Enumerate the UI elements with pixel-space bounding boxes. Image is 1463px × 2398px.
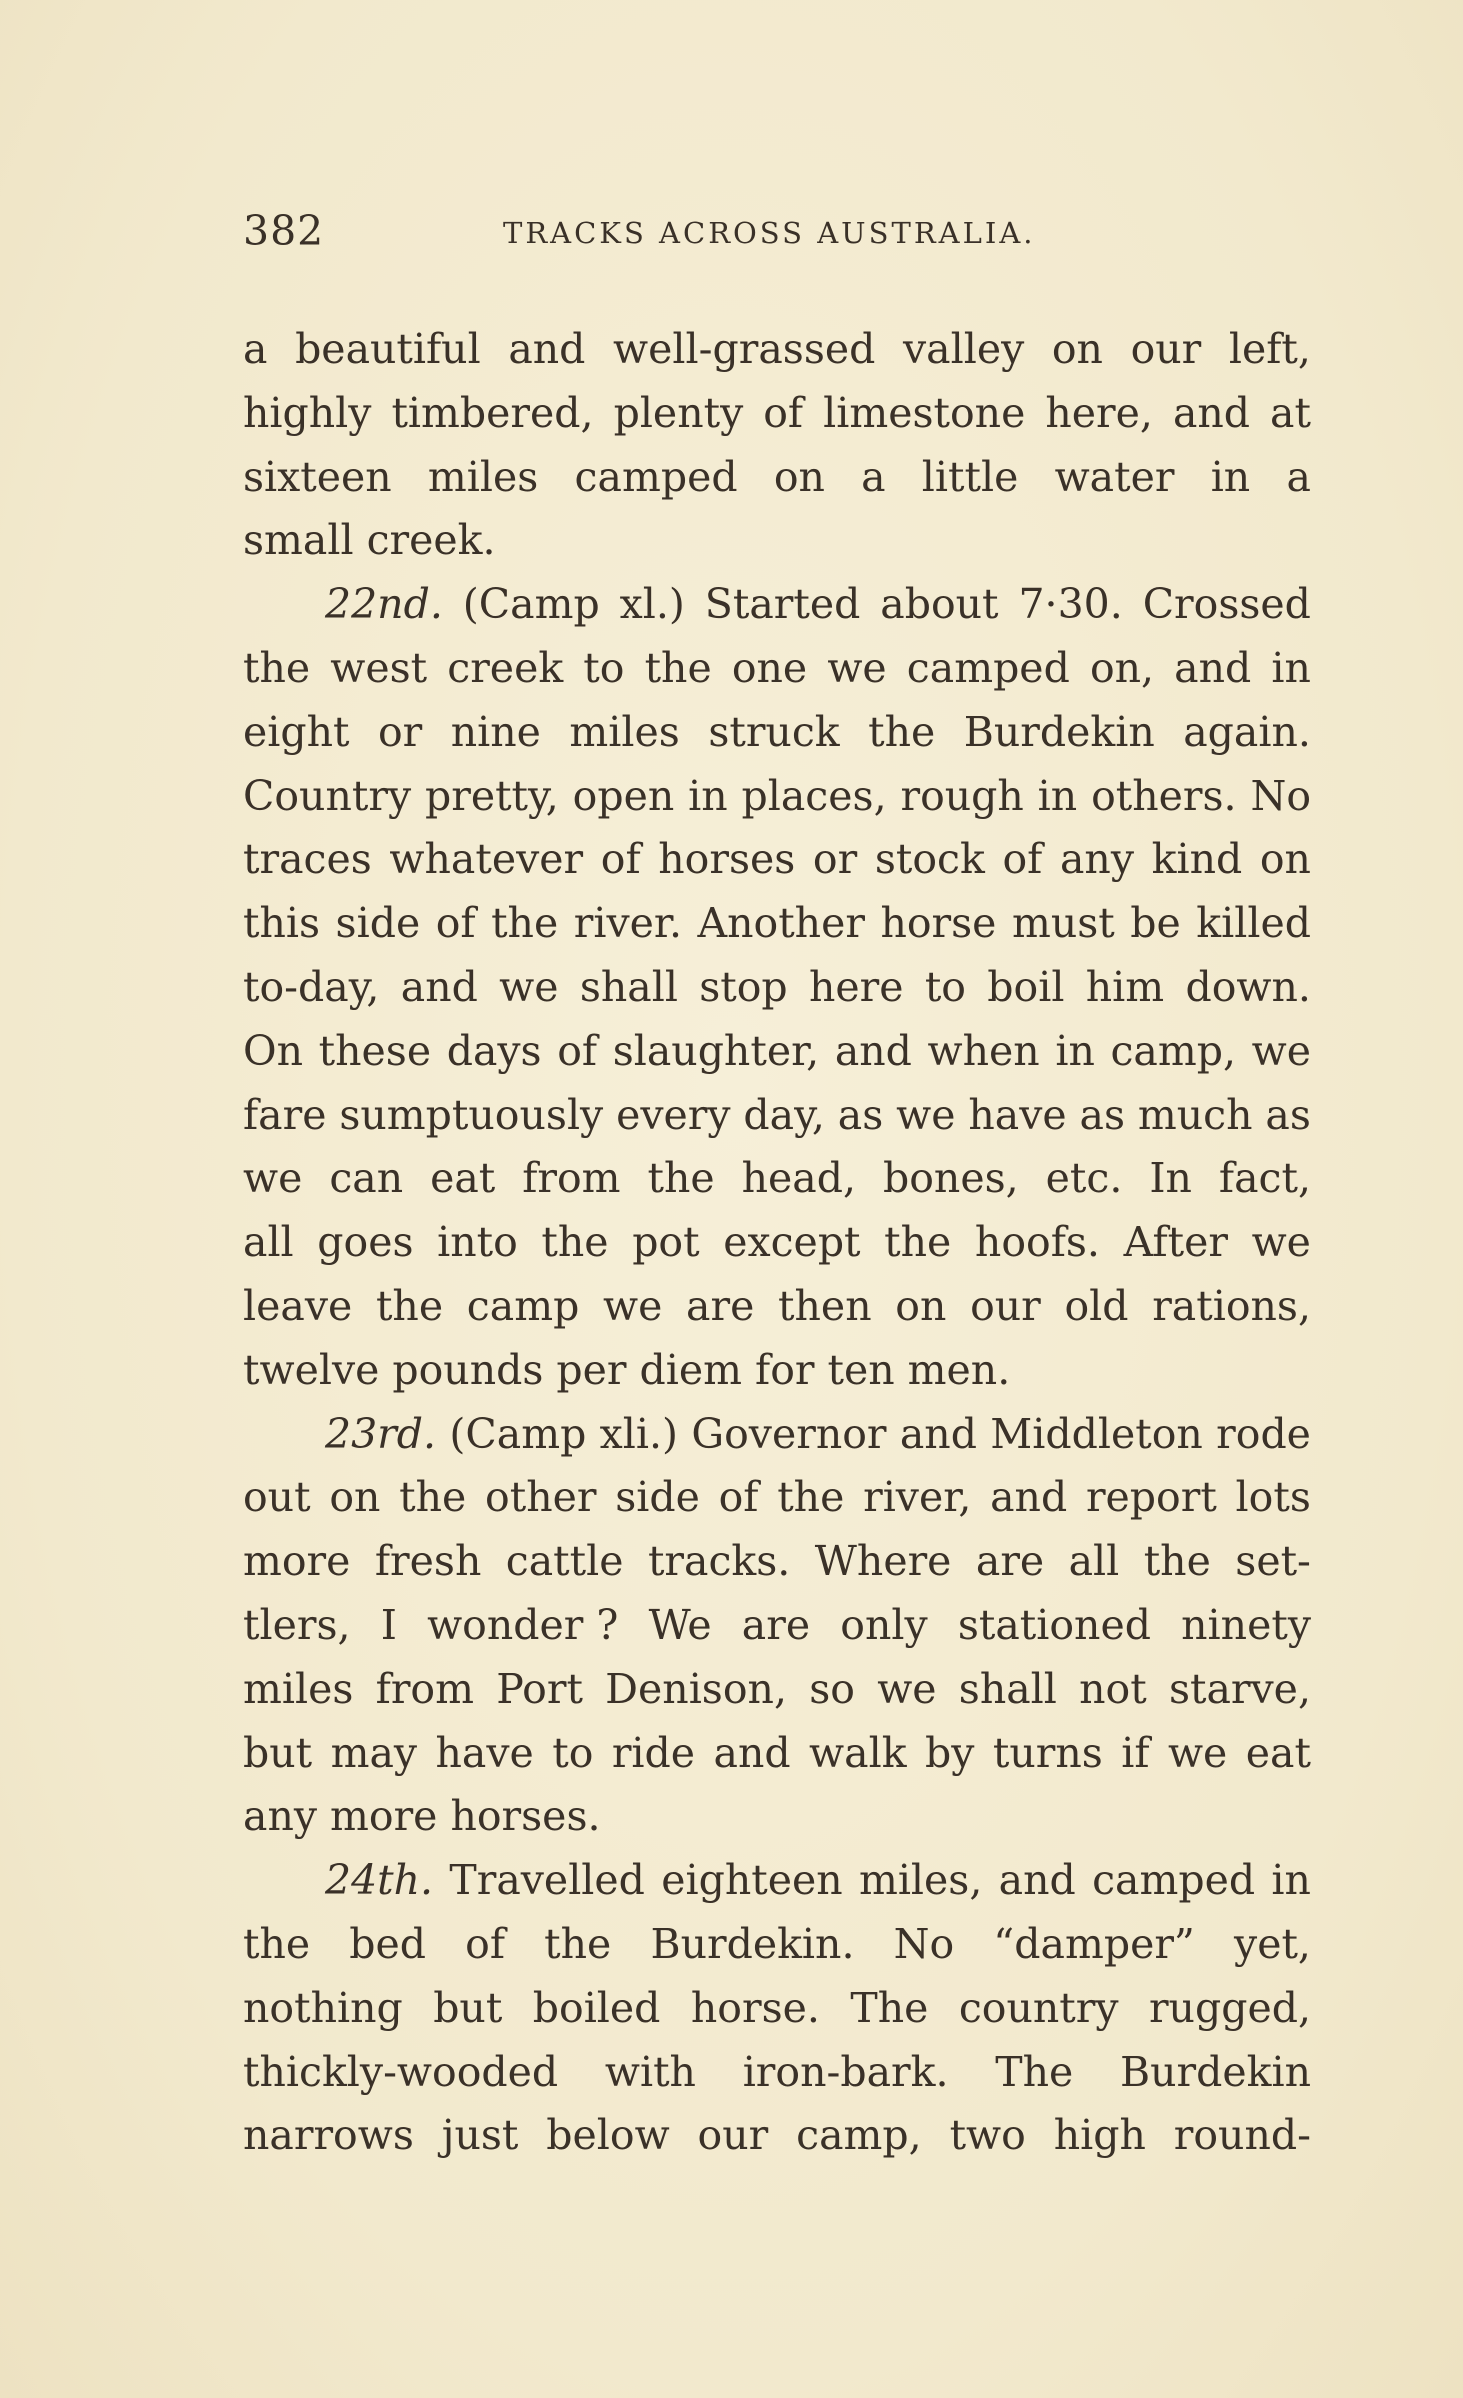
word: again. [1183,707,1311,756]
word: stop [699,962,788,1011]
word: of [600,835,641,884]
word: xli.) [599,1409,679,1458]
text-line [243,382,1311,446]
word: country [958,1983,1119,2032]
word: Burdekin [1119,2047,1311,2096]
word: head, [741,1154,857,1203]
word: in [1055,1026,1095,1075]
word: must [1011,899,1115,948]
word: miles [569,707,680,756]
word: Another [697,899,865,948]
word: day, [743,1090,825,1139]
entry-date: 22nd. [325,580,443,629]
word: we [1167,1728,1228,1777]
word: are [741,1600,811,1649]
word: Travelled [449,1856,645,1905]
word: pretty, [424,771,559,820]
word: from [375,1664,474,1713]
text-line [243,1275,1311,1339]
word: we [1251,1218,1311,1267]
word: more [330,1792,438,1841]
word: the [1143,1537,1211,1586]
word: horse [880,899,997,948]
word: our [1130,325,1202,373]
word: the [647,1154,715,1203]
word: timbered, [391,388,594,437]
word: and [990,1473,1068,1522]
word: a [1286,452,1311,501]
word: boil [987,962,1065,1011]
word: set- [1235,1537,1311,1586]
word: xl.) [619,580,685,629]
word: the [375,1281,444,1330]
word: as [837,1090,884,1139]
word: only [840,1600,928,1649]
text-line [243,2104,1311,2168]
word: miles, [858,1856,983,1905]
text-line [243,446,1311,510]
word: when [927,1026,1040,1075]
word: the [644,643,712,692]
word: one [731,643,808,692]
text-line [243,509,1311,573]
word: are [975,1537,1045,1586]
text-line [243,1849,1311,1913]
word: camp, [796,2111,922,2160]
word: The [850,1983,929,2032]
word: leave [243,1281,353,1330]
running-head [243,207,1303,267]
word: rough [900,771,1024,820]
word: river. [573,899,682,948]
word: fresh [374,1537,482,1586]
word: narrows [243,2111,414,2160]
word: eat [430,1154,496,1203]
word: hoofs. [974,1218,1100,1267]
word: eat [1245,1728,1311,1777]
word: ninety [1181,1600,1311,1649]
word: we [896,1090,956,1139]
word: yet, [1234,1919,1311,1968]
text-line [243,765,1311,829]
word: to [552,1728,594,1777]
text-line [243,1785,1311,1849]
word: the [491,899,559,948]
word: The [995,2047,1074,2096]
word: and [1172,388,1251,437]
word: the [868,707,936,756]
text-line [243,1977,1311,2041]
text-line [243,1020,1311,1084]
word: the [243,643,311,692]
text-line [243,2041,1311,2105]
word: our [697,2111,769,2160]
word: slaughter, [612,1026,820,1075]
word: in [1271,1856,1311,1905]
word: of [718,1473,759,1522]
text-line [243,1658,1311,1722]
word: I [380,1600,397,1649]
word: and [998,1856,1076,1905]
word: killed [1196,899,1311,948]
word: 7·30. [1018,580,1123,629]
word: horses [658,835,796,884]
word: On [243,1026,304,1075]
word: if [1121,1728,1150,1777]
word: camped [906,643,1070,692]
word: here, [1045,388,1153,437]
word: Crossed [1142,580,1311,629]
word: on [895,1281,947,1330]
word: rode [1216,1409,1311,1458]
text-line [243,1403,1311,1467]
word: so [809,1664,855,1713]
text-line [243,1339,1311,1403]
word: our [970,1281,1041,1330]
word: diem [639,1345,743,1394]
word: on [773,452,825,501]
word: and [400,962,478,1011]
word: from [522,1154,621,1203]
word: the [544,1919,612,1968]
word: we [243,1154,303,1203]
word: the [399,1473,467,1522]
word: in [1210,452,1251,501]
word: below [546,2111,670,2160]
text-line [243,1913,1311,1977]
word: tracks. [647,1537,791,1586]
word: all [1068,1537,1120,1586]
word: camped [574,452,738,501]
word: highly [243,388,372,437]
entry-date: 24th. [325,1856,434,1905]
word: ten [827,1345,895,1394]
word: nine [450,707,541,756]
word: the [243,1919,311,1968]
word: Country [243,771,412,820]
word: miles [243,1664,354,1713]
word: creek [447,643,564,692]
word: Started [704,580,861,629]
word: pounds [392,1345,544,1394]
word: this [243,899,321,948]
word: out [243,1473,311,1522]
word: turns [992,1728,1103,1777]
word: and [899,1409,977,1458]
word: little [921,452,1019,501]
word: by [924,1728,975,1777]
word: boiled [532,1983,661,2032]
word: No [1250,771,1311,820]
word: limestone [823,388,1026,437]
text-line [243,828,1311,892]
word: in [1037,771,1078,820]
word: places, [741,771,887,820]
text-line [243,318,1311,382]
word: pot [632,1218,700,1267]
word: twelve [243,1345,380,1394]
word: Governor [691,1409,887,1458]
word: more [243,1537,351,1586]
word: miles [427,452,539,501]
word: much [1137,1090,1253,1139]
word: horse. [690,1983,820,2032]
word: Port [496,1664,583,1713]
word: are [686,1281,755,1330]
word: to [583,643,625,692]
word: report [1085,1473,1217,1522]
word: have [968,1090,1067,1139]
word: per [556,1345,627,1394]
word: on [1051,325,1103,373]
word: and [1174,643,1252,692]
word: any [243,1792,318,1841]
word: for [755,1345,815,1394]
word: Where [814,1537,952,1586]
word: horses. [450,1792,601,1841]
word: river, [863,1473,972,1522]
word: we [499,962,559,1011]
word: but [433,1983,503,2032]
word: can [329,1154,404,1203]
word: every [616,1090,731,1139]
word: iron-bark. [742,2047,949,2096]
word: bones, [882,1154,1019,1203]
word: creek. [366,516,496,565]
word: ride [611,1728,696,1777]
word: have [435,1728,534,1777]
text-line [243,892,1311,956]
word: thickly-wooded [243,2047,559,2096]
word: of [465,1919,506,1968]
text-line [243,956,1311,1020]
word: traces [243,835,372,884]
word: not [1079,1664,1147,1713]
word: No [893,1919,955,1968]
word: goes [317,1218,414,1267]
word: we [877,1664,937,1713]
word: here [808,962,904,1011]
word: as [1265,1090,1311,1139]
word: starve, [1168,1664,1311,1713]
word: we [1251,1026,1311,1075]
word: men. [907,1345,1011,1394]
word: sixteen [243,452,392,501]
word: the [777,1473,845,1522]
word: as [1079,1090,1125,1139]
word: small [243,516,354,565]
word: any [1059,835,1134,884]
word: we [603,1281,663,1330]
word: “damper” [993,1919,1195,1968]
word: or [812,835,858,884]
word: stationed [957,1600,1151,1649]
word: fare [243,1090,327,1139]
word: (Camp [462,580,600,629]
word: of [435,899,476,948]
word: nothing [243,1983,403,2032]
word: old [1064,1281,1129,1330]
word: be [1130,899,1181,948]
word: beautiful [295,325,481,373]
word: or [377,707,423,756]
word: of [763,388,804,437]
word: of [1002,835,1043,884]
word: Denison, [605,1664,787,1713]
page-number: 382 [243,207,325,255]
word: two [949,2111,1026,2160]
word: on, [1089,643,1155,692]
word: water [1054,452,1175,501]
text-line [243,1466,1311,1530]
word: tlers, [243,1600,351,1649]
word: the [541,1218,609,1267]
word: at [1270,388,1311,437]
word: but [243,1728,313,1777]
word: camped [1092,1856,1256,1905]
word: camp [466,1281,580,1330]
word: others. [1091,771,1237,820]
word: open [572,771,675,820]
word: then [778,1281,872,1330]
word: except [723,1218,861,1267]
word: shall [958,1664,1057,1713]
text-line [243,1722,1311,1786]
word: a [243,325,268,373]
word: cattle [505,1537,624,1586]
word: on [329,1473,381,1522]
word: side [615,1473,700,1522]
entry-date: 23rd. [325,1409,437,1458]
word: on [1259,835,1311,884]
word: to-day, [243,962,380,1011]
word: kind [1151,835,1243,884]
word: these [318,1026,432,1075]
word: the [884,1218,952,1267]
word: a [861,452,886,501]
word: rugged, [1148,1983,1311,2032]
word: Burdekin [963,707,1155,756]
word: In [1149,1154,1192,1203]
word: wonder ? [427,1600,619,1649]
word: We [648,1600,712,1649]
word: Middleton [990,1409,1203,1458]
word: plenty [613,388,744,437]
word: him [1085,962,1165,1011]
word: lots [1235,1473,1311,1522]
word: round- [1173,2111,1311,2160]
word: left, [1228,325,1311,373]
word: in [688,771,728,820]
word: shall [579,962,678,1011]
text-line [243,573,1311,637]
word: of [557,1026,598,1075]
word: After [1123,1218,1228,1267]
word: fact, [1218,1154,1311,1203]
word: just [441,2111,519,2160]
word: and [713,1728,791,1777]
word: down. [1185,962,1311,1011]
word: valley [902,325,1025,373]
word: eight [243,707,350,756]
word: bed [349,1919,427,1968]
text-line [243,1084,1311,1148]
word: in [1271,643,1311,692]
word: west [330,643,428,692]
body-text [243,318,1311,2198]
word: into [437,1218,518,1267]
word: and [834,1026,912,1075]
word: about [880,580,999,629]
text-line [243,1147,1311,1211]
word: to [924,962,966,1011]
word: all [243,1218,294,1267]
word: well-grassed [613,325,876,373]
word: (Camp [449,1409,587,1458]
text-line [243,1211,1311,1275]
word: and [508,325,586,373]
text-line [243,701,1311,765]
word: high [1053,2111,1146,2160]
running-title: TRACKS ACROSS AUSTRALIA. [503,216,1036,250]
word: sumptuously [339,1090,604,1139]
word: camp, [1110,1026,1237,1075]
text-line [243,1530,1311,1594]
word: Burdekin. [650,1919,855,1968]
word: stock [874,835,985,884]
word: may [330,1728,418,1777]
word: whatever [389,835,584,884]
word: struck [708,707,840,756]
word: rations, [1152,1281,1311,1330]
word: other [485,1473,597,1522]
word: side [335,899,421,948]
word: eighteen [661,1856,843,1905]
word: we [827,643,887,692]
text-line [243,637,1311,701]
text-line [243,1594,1311,1658]
word: with [604,2047,696,2096]
word: etc. [1045,1154,1123,1203]
word: walk [809,1728,907,1777]
word: days [446,1026,542,1075]
